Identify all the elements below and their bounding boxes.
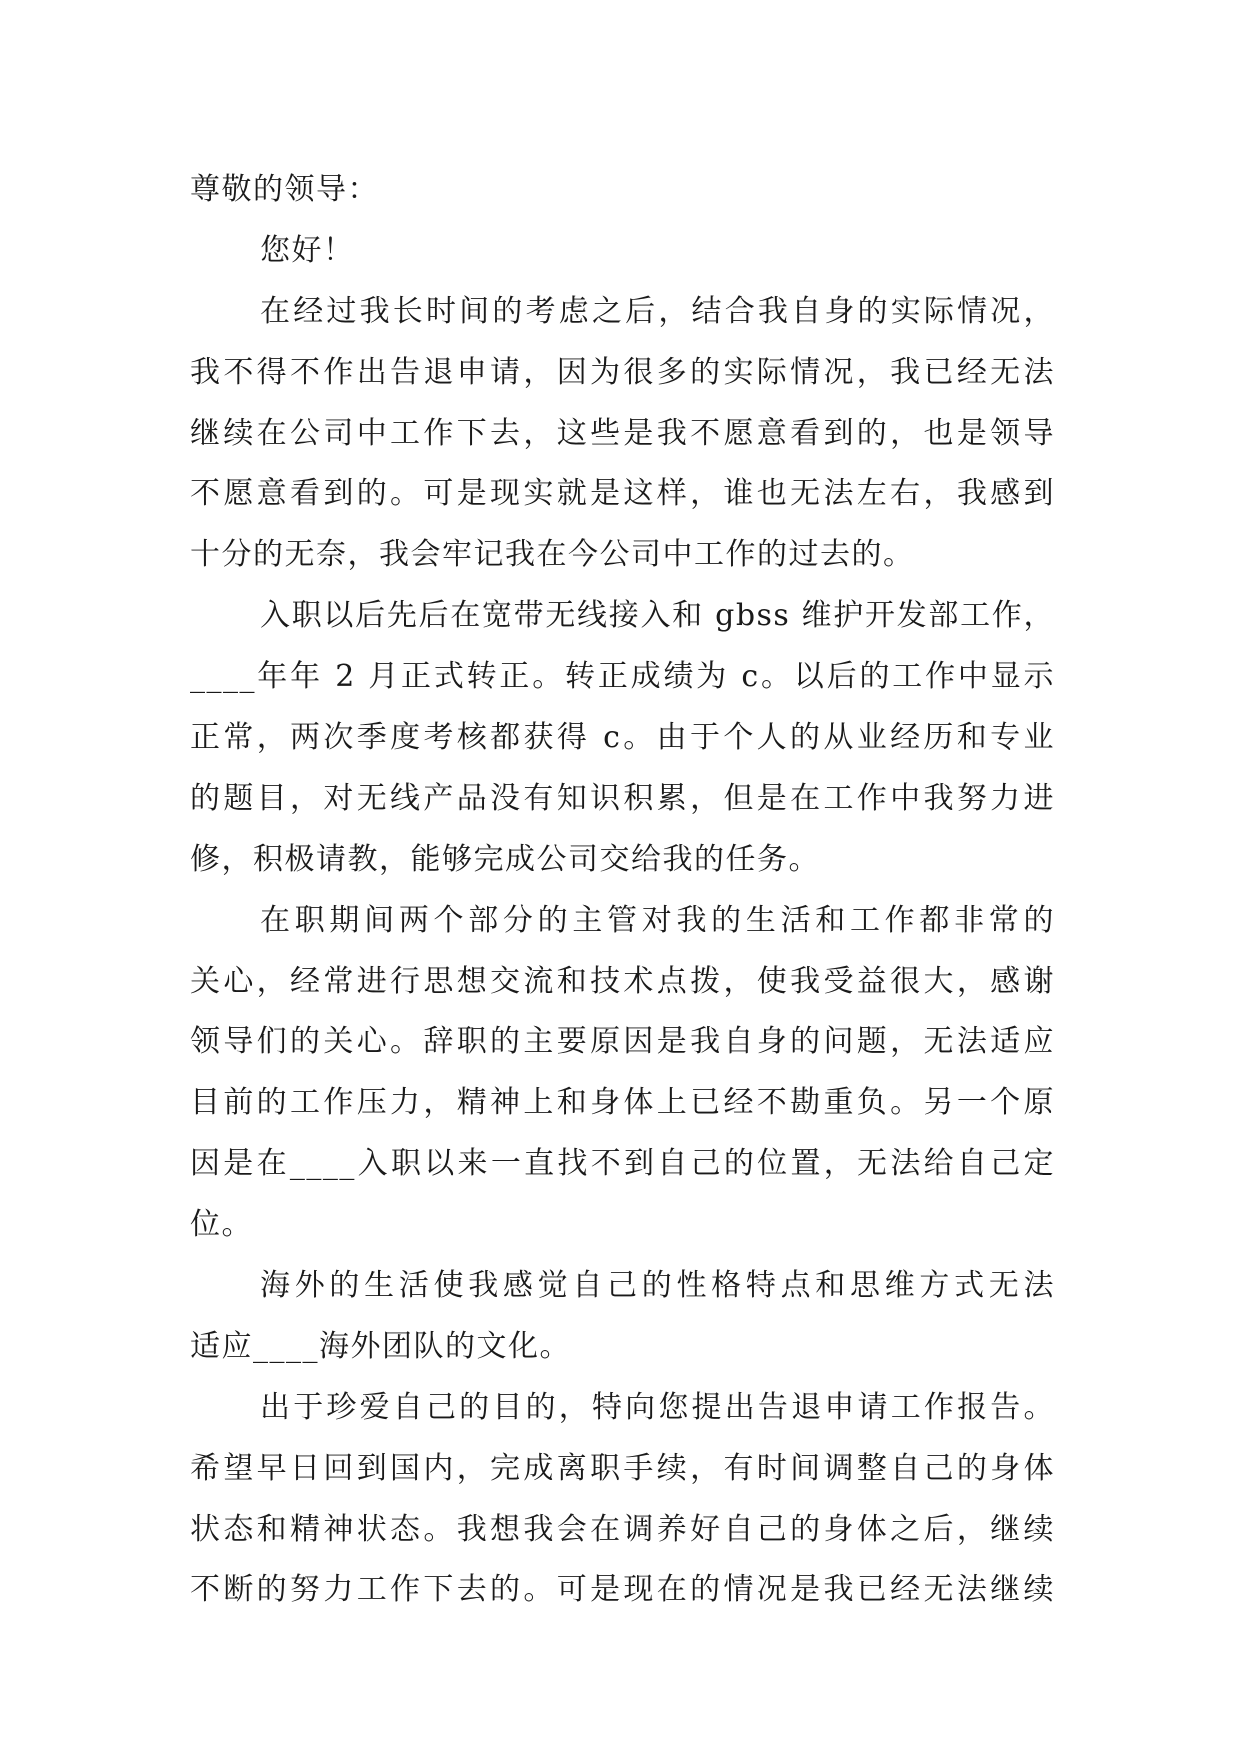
paragraph-1-line-2: 我不得不作出告退申请，因为很多的实际情况，我已经无法 bbox=[190, 354, 1055, 390]
paragraph-5-line-3: 状态和精神状态。我想我会在调养好自己的身体之后，继续 bbox=[190, 1511, 1055, 1547]
paragraph-1-line-5: 十分的无奈，我会牢记我在今公司中工作的过去的。 bbox=[190, 537, 915, 573]
paragraph-2-line-3: 正常，两次季度考核都获得 c。由于个人的从业经历和专业 bbox=[190, 720, 1055, 756]
paragraph-5-line-2: 希望早日回到国内，完成离职手续，有时间调整自己的身体 bbox=[190, 1450, 1055, 1486]
greeting: 您好！ bbox=[260, 232, 355, 268]
paragraph-3-line-5: 因是在____入职以来一直找不到自己的位置，无法给自己定 bbox=[190, 1146, 1055, 1182]
paragraph-2-line-4: 的题目，对无线产品没有知识积累，但是在工作中我努力进 bbox=[190, 780, 1055, 816]
letter-body bbox=[190, 160, 1055, 1621]
paragraph-2-line-2: ____年年 2 月正式转正。转正成绩为 c。以后的工作中显示 bbox=[190, 659, 1055, 695]
paragraph-2-line-5: 修，积极请教，能够完成公司交给我的任务。 bbox=[190, 841, 820, 877]
paragraph-5-line-4: 不断的努力工作下去的。可是现在的情况是我已经无法继续 bbox=[190, 1572, 1055, 1608]
salutation: 尊敬的领导： bbox=[190, 172, 379, 207]
paragraph-3-line-1: 在职期间两个部分的主管对我的生活和工作都非常的 bbox=[260, 902, 1055, 938]
paragraph-3-line-4: 目前的工作压力，精神上和身体上已经不勘重负。另一个原 bbox=[190, 1085, 1055, 1121]
paragraph-3-line-6: 位。 bbox=[190, 1207, 253, 1243]
paragraph-4-line-2: 适应____海外团队的文化。 bbox=[190, 1328, 571, 1364]
paragraph-3-line-2: 关心，经常进行思想交流和技术点拨，使我受益很大，感谢 bbox=[190, 963, 1055, 999]
paragraph-5-line-1: 出于珍爱自己的目的，特向您提出告退申请工作报告。 bbox=[260, 1389, 1055, 1425]
paragraph-1-line-1: 在经过我长时间的考虑之后，结合我自身的实际情况， bbox=[260, 293, 1055, 329]
paragraph-1-line-3: 继续在公司中工作下去，这些是我不愿意看到的，也是领导 bbox=[190, 415, 1055, 451]
paragraph-2-line-1: 入职以后先后在宽带无线接入和 gbss 维护开发部工作， bbox=[260, 598, 1055, 634]
paragraph-4-line-1: 海外的生活使我感觉自己的性格特点和思维方式无法 bbox=[260, 1268, 1055, 1304]
paragraph-1-line-4: 不愿意看到的。可是现实就是这样，谁也无法左右，我感到 bbox=[190, 476, 1055, 512]
paragraph-3-line-3: 领导们的关心。辞职的主要原因是我自身的问题，无法适应 bbox=[190, 1024, 1055, 1060]
